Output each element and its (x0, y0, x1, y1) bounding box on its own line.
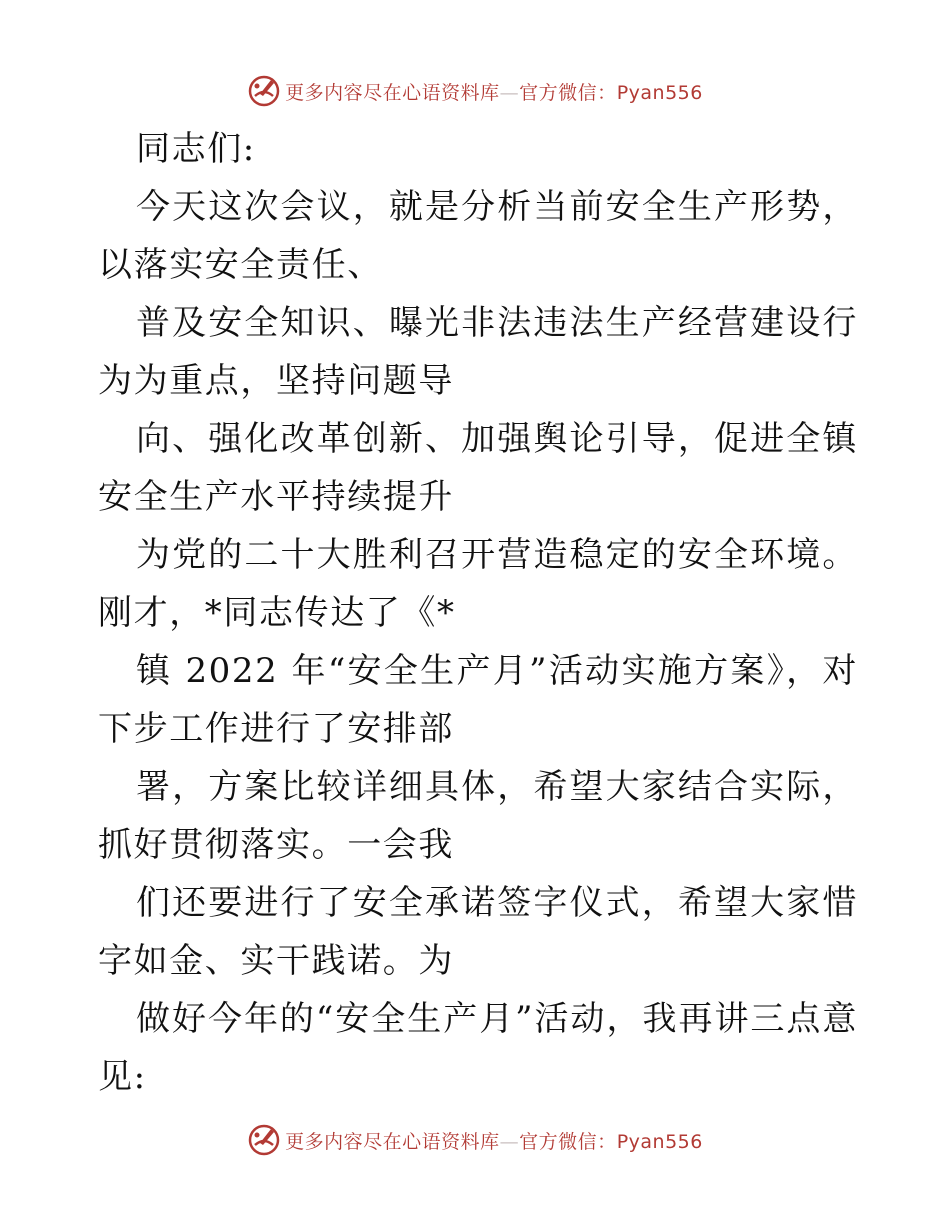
watermark-dash: — (499, 1130, 520, 1153)
watermark-wechat-id: Pyan556 (616, 1130, 703, 1153)
watermark-text (285, 1127, 703, 1154)
paragraph: 镇 2022 年“安全生产月”活动实施方案》，对下步工作进行了安排部 (98, 651, 858, 749)
paragraph: 做好今年的“安全生产月”活动，我再讲三点意见: (98, 999, 858, 1097)
watermark-brand: 更多内容尽在心语资料库 (285, 81, 500, 104)
paragraph: 为党的二十大胜利召开营造稳定的安全环境。刚才，*同志传达了《* (98, 535, 858, 633)
paragraph: 向、强化改革创新、加强舆论引导，促进全镇安全生产水平持续提升 (98, 419, 858, 517)
paragraph: 们还要进行了安全承诺签字仪式，希望大家惜字如金、实干践诺。为 (98, 883, 858, 981)
watermark-text (285, 78, 703, 105)
book-pen-logo-icon (247, 74, 281, 108)
paragraph: 普及安全知识、曝光非法违法生产经营建设行为为重点，坚持问题导 (98, 303, 858, 401)
watermark-wechat-id: Pyan556 (616, 81, 703, 104)
header-watermark (0, 71, 950, 111)
paragraph: 署，方案比较详细具体，希望大家结合实际，抓好贯彻落实。一会我 (98, 767, 858, 865)
watermark-wechat-label: 官方微信： (519, 81, 617, 104)
paragraph: 同志们: (136, 129, 256, 169)
book-pen-logo-icon (247, 1123, 281, 1157)
watermark-brand: 更多内容尽在心语资料库 (285, 1130, 500, 1153)
document-body (98, 120, 858, 1106)
watermark-dash: — (499, 81, 520, 104)
paragraph: 今天这次会议，就是分析当前安全生产形势，以落实安全责任、 (98, 187, 858, 285)
watermark-wechat-label: 官方微信： (519, 1130, 617, 1153)
footer-watermark (0, 1120, 950, 1160)
